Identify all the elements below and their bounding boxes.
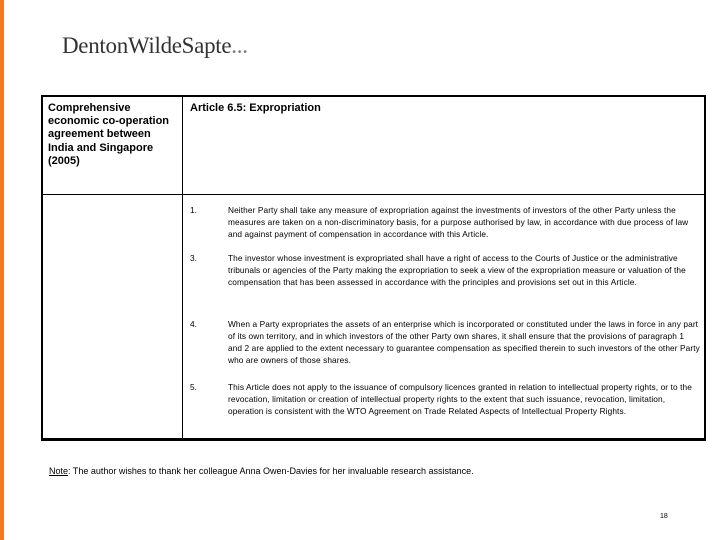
- footnote-label: Note: [49, 466, 69, 476]
- company-logo: [62, 33, 248, 59]
- paragraph-number: 5.: [190, 382, 197, 392]
- paragraph-text: This Article does not apply to the issuance of compulsory licences granted in relation to intellectual property rights, or to the revocation, limitation or creation of intellectual property rights to the extent that such issuance, revocation, limitation, operation is consistent with the WTO Agreement on Trade Related Aspects of Intellectual Property Rights.: [228, 382, 692, 416]
- agreement-title: Comprehensive economic co-operation agreement between India and Singapore (2005): [48, 102, 170, 167]
- paragraph-5: [190, 381, 700, 417]
- footnote: [49, 466, 474, 476]
- paragraph-text: Neither Party shall take any measure of expropriation against the investments of investors of the other Party unless the measures are taken on a non-discriminatory basis, for a purpose authorised by law, in accordance with due process of law and against payment of compensation in accordance with this Article.: [228, 205, 689, 239]
- logo-name: DentonWildeSapte: [62, 33, 232, 58]
- paragraph-3: [190, 252, 700, 288]
- row-divider: [43, 194, 704, 195]
- paragraph-4: [190, 318, 700, 366]
- accent-bar: [0, 0, 4, 540]
- paragraph-text: The investor whose investment is expropriated shall have a right of access to the Courts of Justice or the administrative tribunals or agencies of the Party making the expropriation to seek a view of the expropriation measure or valuation of the compensation that has been assessed in accordance with the principles and provisions set out in this Article.: [228, 253, 686, 287]
- footnote-text: : The author wishes to thank her colleague Anna Owen-Davies for her invaluable research assistance.: [68, 466, 474, 476]
- column-divider: [182, 97, 183, 439]
- page-number: 18: [660, 513, 668, 520]
- logo-suffix: ...: [231, 33, 248, 58]
- paragraph-1: [190, 204, 700, 240]
- paragraph-text: When a Party expropriates the assets of an enterprise which is incorporated or constituted under the laws in force in any part of its own territory, and in which investors of the other Party own shares, it shall ensure that the provisions of paragraph 1 and 2 are applied to the extent necessary to guarantee compensation as specified therein to such investors of the other Party who are owners of those shares.: [228, 319, 700, 365]
- paragraph-number: 1.: [190, 205, 197, 215]
- paragraph-number: 3.: [190, 253, 197, 263]
- article-title: Article 6.5: Expropriation: [190, 102, 321, 114]
- paragraph-number: 4.: [190, 319, 197, 329]
